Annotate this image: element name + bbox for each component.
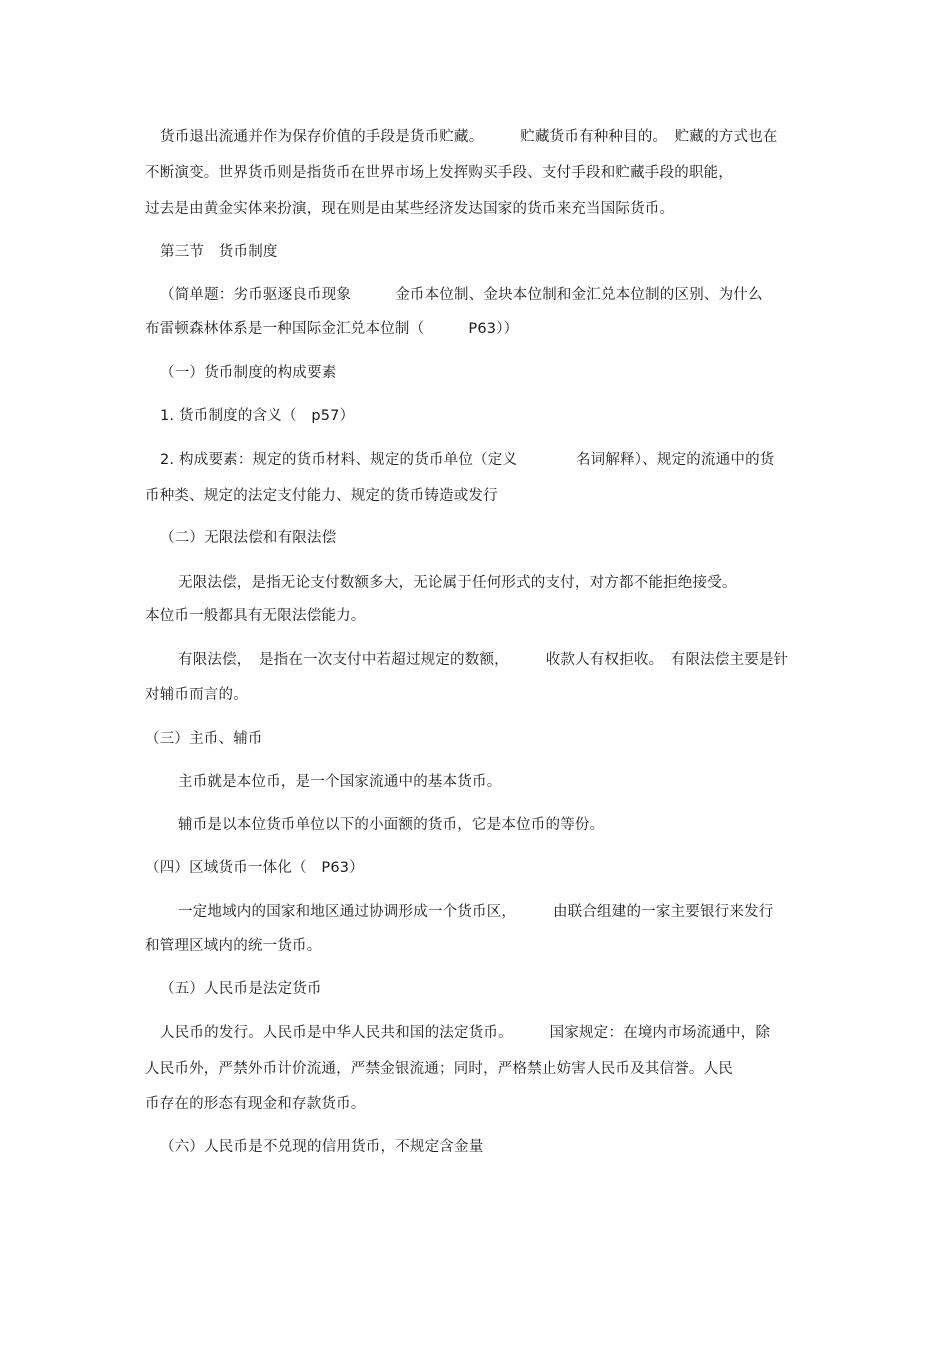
paragraph-line: 货币退出流通并作为保存价值的手段是货币贮藏。 贮藏货币有种种目的。 贮藏的方式也在 [160, 129, 778, 145]
paragraph-line: 对辅币而言的。 [145, 687, 248, 703]
paragraph-line: 主币就是本位币，是一个国家流通中的基本货币。 [178, 774, 502, 790]
section-heading: 第三节 货币制度 [160, 244, 278, 260]
paragraph-line: 和管理区域内的统一货币。 [145, 938, 322, 954]
subsection-heading: （一）货币制度的构成要素 [160, 365, 337, 381]
paragraph-line: 人民币的发行。人民币是中华人民共和国的法定货币。 国家规定：在境内市场流通中，除 [160, 1025, 771, 1041]
paragraph-line: （简单题：劣币驱逐良币现象 金币本位制、金块本位制和金汇兑本位制的区别、为什么 [160, 287, 763, 303]
paragraph-line: 布雷顿森林体系是一种国际金汇兑本位制（ P63）） [145, 321, 519, 337]
paragraph-line: 不断演变。世界货币则是指货币在世界市场上发挥购买手段、支付手段和贮藏手段的职能， [145, 165, 733, 181]
subsection-heading: （六）人民币是不兑现的信用货币，不规定含金量 [160, 1139, 484, 1155]
subsection-heading: （三）主币、辅币 [145, 731, 263, 747]
paragraph-line: 人民币外，严禁外币计价流通，严禁金银流通；同时，严格禁止妨害人民币及其信誉。人民 [145, 1061, 733, 1077]
paragraph-line: 有限法偿， 是指在一次支付中若超过规定的数额， 收款人有权拒收。 有限法偿主要是针 [178, 652, 789, 668]
subsection-heading: （四）区域货币一体化（ P63） [145, 860, 364, 876]
list-item: 2. 构成要素：规定的货币材料、规定的货币单位（定义 名词解释）、规定的流通中的货 [160, 452, 775, 468]
subsection-heading: （二）无限法偿和有限法偿 [160, 530, 337, 546]
paragraph-line: 无限法偿，是指无论支付数额多大，无论属于任何形式的支付，对方都不能拒绝接受。 [178, 575, 737, 591]
subsection-heading: （五）人民币是法定货币 [160, 981, 322, 997]
paragraph-line: 辅币是以本位货币单位以下的小面额的货币，它是本位币的等份。 [178, 817, 605, 833]
paragraph-line: 过去是由黄金实体来扮演，现在则是由某些经济发达国家的货币来充当国际货币。 [145, 201, 675, 217]
paragraph-line: 一定地域内的国家和地区通过协调形成一个货币区， 由联合组建的一家主要银行来发行 [178, 904, 774, 920]
paragraph-line: 本位币一般都具有无限法偿能力。 [145, 608, 366, 624]
paragraph-line: 币存在的形态有现金和存款货币。 [145, 1096, 366, 1112]
paragraph-line: 币种类、规定的法定支付能力、规定的货币铸造或发行 [145, 488, 498, 504]
list-item: 1. 货币制度的含义（ p57） [160, 408, 355, 424]
